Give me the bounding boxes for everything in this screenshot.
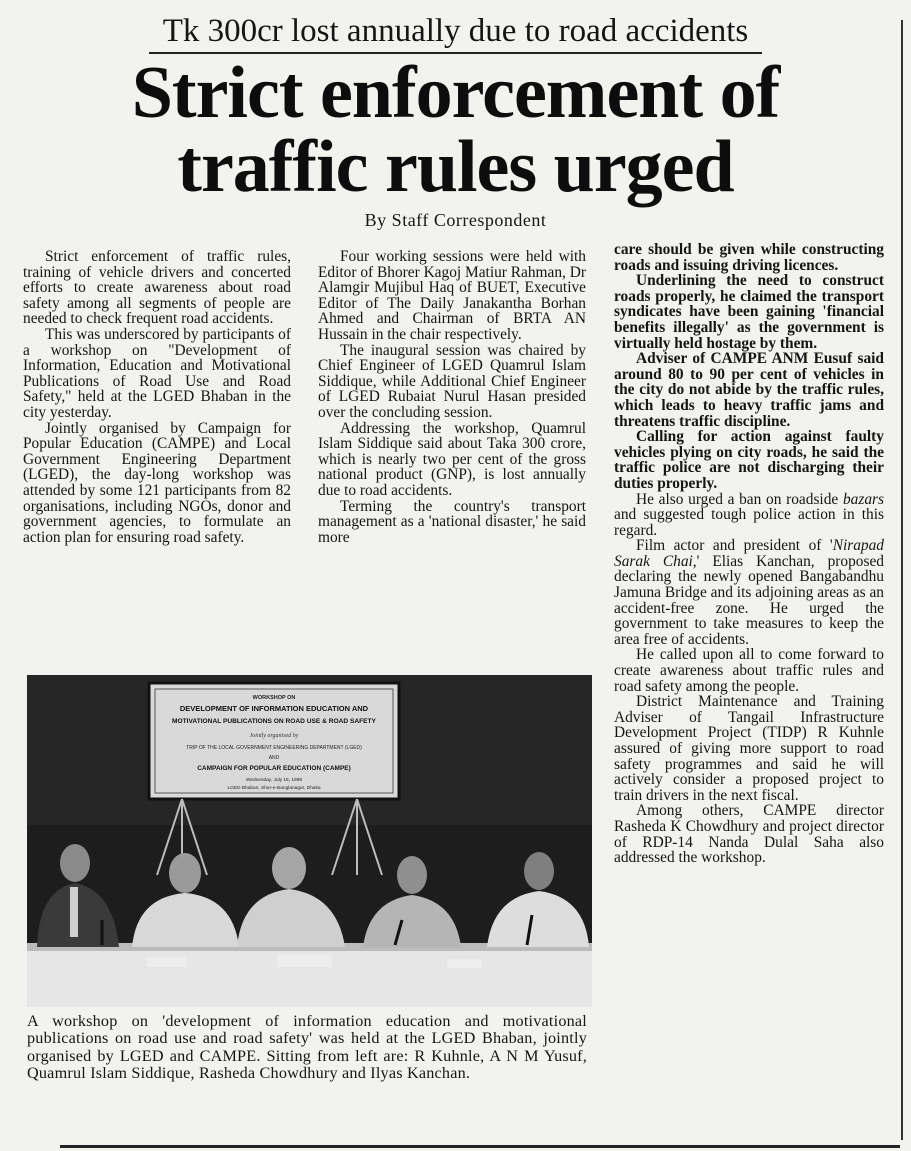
paragraph: Four working sessions were held with Editor of Bhorer Kagoj Matiur Rahman, Dr Alamgir Mujibul Haq of BUET, Executive Editor of The Daily Janakantha Borhan Ahmed and Chairman of BRTA AN Hussain in the chair respectively. xyxy=(318,248,586,343)
article-column-3 xyxy=(614,242,884,866)
text-run: Film actor and president of ' xyxy=(636,537,833,555)
headline-line-1: Strict enforcement of xyxy=(131,52,780,134)
kicker-text: Tk 300cr lost annually due to road accidents xyxy=(149,10,763,54)
italic-text: bazars xyxy=(842,490,884,508)
text-run: He also urged a ban on roadside xyxy=(636,490,843,508)
banner-text: LGED Bhaban, Sher-e-Banglanagar, Dhaka xyxy=(227,786,321,791)
banner-text: Jointly organised by xyxy=(249,733,299,739)
photo-caption: A workshop on 'development of information education and motivational publications on road use and road safety' was held at the LGED Bhaban, jointly organised by LGED and CAMPE. Sitting from left are: R Kuhnle, A N M Yusuf, Quamrul Islam Siddique, Rasheda Chowdhury and Ilyas Kanchan. xyxy=(27,1012,587,1083)
banner-text: AND xyxy=(268,755,280,761)
headline-line-2: traffic rules urged xyxy=(177,126,734,208)
paragraph: Calling for action against faulty vehicles plying on city roads, he said the traffic police are not discharging their duties properly. xyxy=(614,428,884,492)
paragraph: care should be given while constructing roads and issuing driving licences. xyxy=(614,241,884,274)
paragraph xyxy=(614,492,884,539)
workshop-photo xyxy=(27,675,592,1007)
article-column-2 xyxy=(318,249,586,545)
byline: By Staff Correspondent xyxy=(364,210,547,230)
paragraph: The inaugural session was chaired by Chief Engineer of LGED Quamrul Islam Siddique, while Additional Chief Engineer of LGED Rubaiat Nurul Hasan presided over the concluding session. xyxy=(318,341,586,421)
paragraph: Adviser of CAMPE ANM Eusuf said around 80 to 90 per cent of vehicles in the city do not abide by the traffic rules, which leads to heavy traffic jams and threatens traffic discipline. xyxy=(614,350,884,430)
banner-text: Wednesday, July 15, 1998 xyxy=(245,778,303,783)
paragraph: Strict enforcement of traffic rules, training of vehicle drivers and concerted efforts to create awareness about road safety among all segments of people are needed to check frequent road accidents. xyxy=(23,248,291,328)
column-rule xyxy=(901,20,903,1140)
banner-text: MOTIVATIONAL PUBLICATIONS ON ROAD USE & ROAD SAFETY xyxy=(172,718,376,725)
workshop-photo-image xyxy=(27,675,592,1007)
paragraph: This was underscored by participants of a workshop on "Development of Information, Education and Motivational Publications of Road Use and Road Safety," held at the LGED Bhaban in the city yesterday. xyxy=(23,325,291,421)
text-run: ' Elias Kanchan, proposed declaring the newly opened Bangabandhu Jamuna Bridge and its adjoining areas as an accident-free zone. He urged the government to take measures to keep the area free of accidents. xyxy=(614,552,884,648)
paragraph xyxy=(614,538,884,647)
italic-text: Nirapad Sarak Chai, xyxy=(614,537,884,570)
kicker xyxy=(0,0,911,56)
paragraph: Addressing the workshop, Quamrul Islam Siddique said about Taka 300 crore, which is nearly two per cent of the gross national product (GNP), is lost annually due to road accidents. xyxy=(318,419,586,499)
text-run: and suggested tough police action in this regard. xyxy=(614,506,884,539)
banner-text: DEVELOPMENT OF INFORMATION EDUCATION AND xyxy=(179,704,369,713)
paragraph: District Maintenance and Training Adviser of Tangail Infrastructure Development Project (TIDP) R Kuhnle assured of giving more support to road safety programmes and said he will actively consider a proposed project to train drivers in the next fiscal. xyxy=(614,693,884,804)
banner-text: WORKSHOP ON xyxy=(252,695,296,701)
paragraph: He called upon all to come forward to create awareness about traffic rules and road safety among the people. xyxy=(614,646,884,695)
paragraph: Jointly organised by Campaign for Popular Education (CAMPE) and Local Government Engineering Department (LGED), the day-long workshop was attended by some 121 participants from 82 organisations, including NGOs, donor and government agencies, to formulate an action plan for ensuring road safety. xyxy=(23,419,291,546)
paragraph: Among others, CAMPE director Rasheda K Chowdhury and project director of RDP-14 Nanda Dulal Saha also addressed the workshop. xyxy=(614,802,884,867)
bottom-rule xyxy=(60,1145,900,1148)
headline xyxy=(0,52,911,208)
article-column-1 xyxy=(23,249,291,545)
banner-text: CAMPAIGN FOR POPULAR EDUCATION (CAMPE) xyxy=(197,765,351,772)
banner-text: TRIP OF THE LOCAL GOVERNMENT ENGINEERING DEPARTMENT (LGED) xyxy=(186,745,362,751)
paragraph: Underlining the need to construct roads properly, he claimed the transport syndicates have been gaining 'financial benefits illegally' as the government is virtually held hostage by them. xyxy=(614,272,884,352)
paragraph: Terming the country's transport management as a 'national disaster,' he said more xyxy=(318,497,586,546)
